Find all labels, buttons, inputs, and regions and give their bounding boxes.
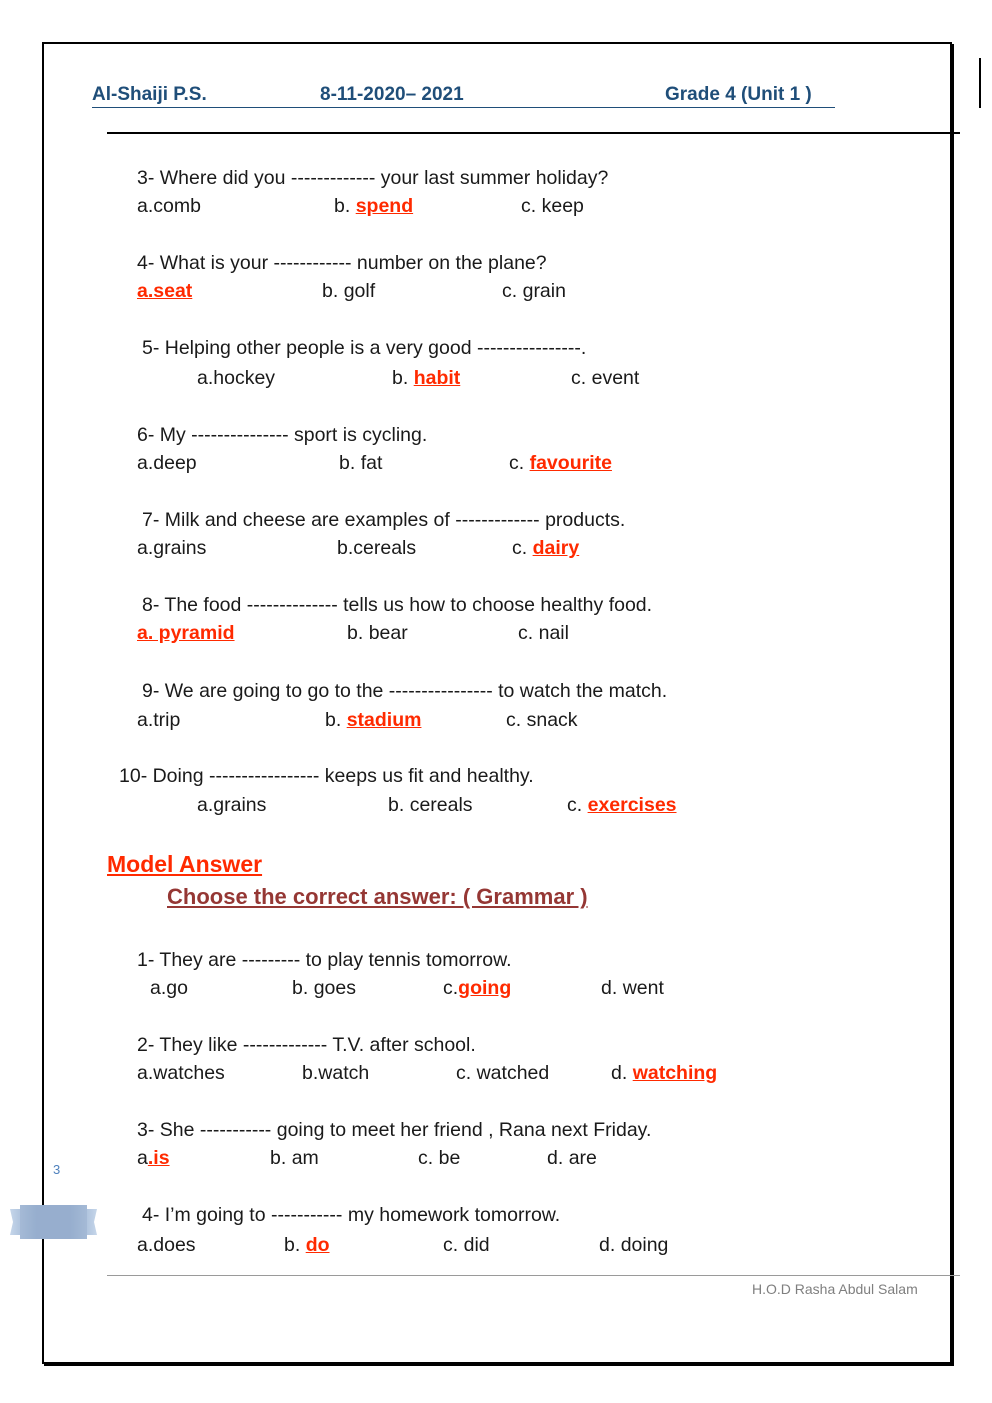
vocab-8-option-a — [137, 622, 235, 645]
vocab-3-option-b: b. spend — [334, 195, 414, 217]
correct-answer: spend — [355, 195, 414, 217]
vocab-10-option-b: b. cereals — [388, 794, 473, 816]
grammar-3-option-a: a.is — [137, 1147, 170, 1169]
grammar-1-option-a: a.go — [150, 977, 188, 999]
grammar-question-1: 1- They are --------- to play tennis tomorrow. — [137, 949, 512, 971]
correct-answer: a.seat — [137, 280, 193, 302]
vocab-10-option-c: c. exercises — [567, 794, 677, 816]
vocab-question-10: 10- Doing ----------------- keeps us fit and healthy. — [119, 765, 534, 787]
vocab-6-option-b: b. fat — [339, 452, 383, 474]
vocab-4-option-c: c. grain — [502, 280, 566, 302]
grammar-3-option-b: b. am — [270, 1147, 319, 1169]
vocab-4-option-a — [137, 280, 192, 303]
grammar-2-option-d: d. watching — [611, 1062, 718, 1084]
grammar-2-option-a: a.watches — [137, 1062, 225, 1084]
header-school: Al-Shaiji P.S. — [92, 84, 207, 105]
vocab-question-4: 4- What is your ------------ number on the plane? — [137, 252, 547, 274]
vocab-9-option-a: a.trip — [137, 709, 181, 731]
correct-answer: do — [305, 1234, 330, 1256]
grammar-question-4: 4- I’m going to ----------- my homework tomorrow. — [142, 1204, 561, 1226]
vocab-question-9: 9- We are going to go to the ---------------- to watch the match. — [142, 680, 668, 702]
grammar-1-option-d: d. went — [601, 977, 664, 999]
vocab-4-option-b: b. golf — [322, 280, 376, 302]
vocab-7-option-b: b.cereals — [337, 537, 417, 559]
page-ribbon-icon — [10, 1205, 97, 1239]
header-underline — [92, 107, 835, 108]
vocab-7-option-a: a.grains — [137, 537, 207, 559]
vocab-question-7: 7- Milk and cheese are examples of ------------- products. — [142, 509, 626, 531]
vocab-8-option-c: c. nail — [518, 622, 569, 644]
grammar-2-option-c: c. watched — [456, 1062, 550, 1084]
grammar-4-option-b: b. do — [284, 1234, 330, 1256]
correct-answer: going — [458, 977, 512, 999]
vocab-question-5: 5- Helping other people is a very good ----------------. — [142, 337, 587, 359]
vocab-question-6: 6- My --------------- sport is cycling. — [137, 424, 428, 446]
grammar-3-option-c: c. be — [418, 1147, 461, 1169]
grammar-question-2: 2- They like ------------- T.V. after school. — [137, 1034, 476, 1056]
grammar-section-title: Choose the correct answer: ( Grammar ) — [167, 884, 588, 909]
model-answer-heading: Model Answer — [107, 851, 263, 877]
vocab-6-option-c: c. favourite — [509, 452, 612, 474]
page-border — [42, 42, 952, 1364]
vocab-6-option-a: a.deep — [137, 452, 197, 474]
correct-answer: exercises — [587, 794, 677, 816]
vocab-9-option-b: b. stadium — [325, 709, 422, 731]
grammar-4-option-d: d. doing — [599, 1234, 669, 1256]
grammar-question-3: 3- She ----------- going to meet her friend , Rana next Friday. — [137, 1119, 652, 1141]
grammar-1-option-b: b. goes — [292, 977, 356, 999]
grammar-2-option-b: b.watch — [302, 1062, 370, 1084]
header-divider — [107, 132, 960, 134]
correct-answer: a. pyramid — [137, 622, 235, 644]
correct-answer: watching — [632, 1062, 718, 1084]
correct-answer: favourite — [529, 452, 612, 474]
vocab-3-option-a: a.comb — [137, 195, 201, 217]
correct-answer: dairy — [532, 537, 580, 559]
vocab-5-option-a: a.hockey — [197, 367, 276, 389]
page-number: 3 — [53, 1162, 61, 1177]
correct-answer: habit — [413, 367, 461, 389]
grammar-4-option-a: a.does — [137, 1234, 196, 1256]
vocab-3-option-c: c. keep — [521, 195, 584, 217]
grammar-3-option-d: d. are — [547, 1147, 597, 1169]
vocab-7-option-c: c. dairy — [512, 537, 580, 559]
edge-mark — [979, 58, 981, 108]
correct-answer: .is — [147, 1147, 170, 1169]
grammar-1-option-c: c.going — [443, 977, 512, 999]
vocab-9-option-c: c. snack — [506, 709, 578, 731]
vocab-5-option-b: b. habit — [392, 367, 461, 389]
header-date: 8-11-2020– 2021 — [320, 84, 464, 105]
vocab-question-8: 8- The food -------------- tells us how to choose healthy food. — [142, 594, 653, 616]
vocab-10-option-a: a.grains — [197, 794, 267, 816]
vocab-5-option-c: c. event — [571, 367, 640, 389]
footer-text: H.O.D Rasha Abdul Salam — [752, 1281, 918, 1297]
header-grade: Grade 4 (Unit 1 ) — [665, 84, 812, 105]
vocab-8-option-b: b. bear — [347, 622, 408, 644]
footer-divider — [107, 1275, 960, 1276]
grammar-4-option-c: c. did — [443, 1234, 490, 1256]
correct-answer: stadium — [346, 709, 422, 731]
vocab-question-3: 3- Where did you ------------- your last summer holiday? — [137, 167, 609, 189]
